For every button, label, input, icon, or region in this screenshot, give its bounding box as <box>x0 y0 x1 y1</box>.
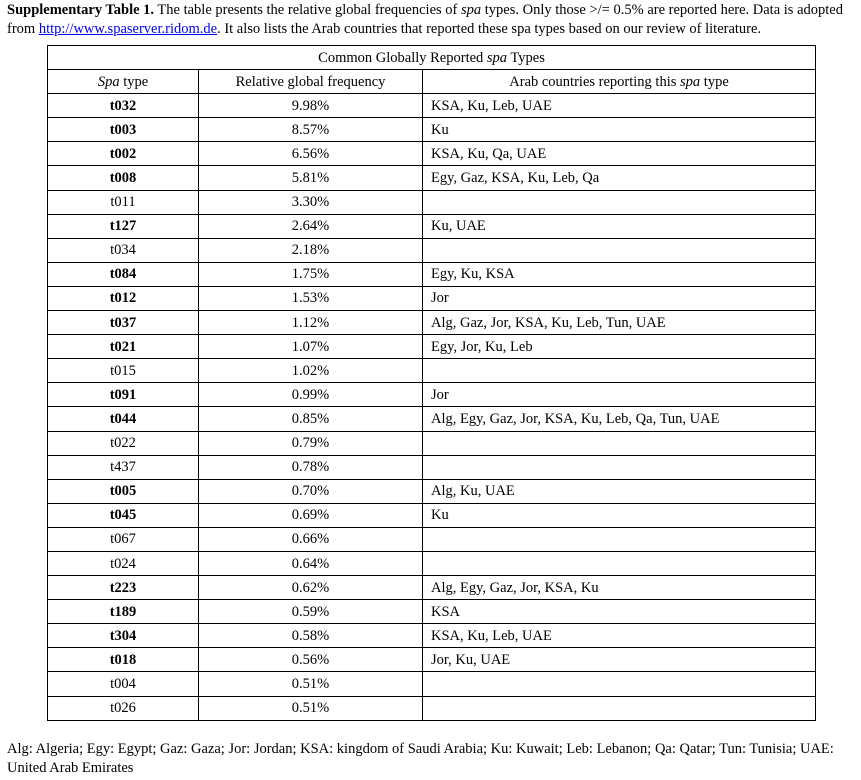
table-row <box>48 624 816 648</box>
table-row <box>48 311 816 335</box>
caption-spa-word: spa <box>460 2 482 18</box>
frequency-cell: 0.62% <box>199 576 423 600</box>
table-row <box>48 431 816 455</box>
caption-text-3: . It also lists the Arab countries that reported these spa types based on our review of literature. <box>217 21 762 37</box>
frequency-cell: 0.51% <box>199 696 423 720</box>
countries-cell: Egy, Gaz, KSA, Ku, Leb, Qa <box>423 166 816 190</box>
frequency-cell: 1.75% <box>199 262 423 286</box>
table-row <box>48 648 816 672</box>
countries-cell: Alg, Egy, Gaz, Jor, KSA, Ku <box>423 576 816 600</box>
countries-cell: KSA <box>423 600 816 624</box>
frequency-cell: 1.07% <box>199 335 423 359</box>
spa-type-cell: t015 <box>48 359 199 383</box>
spa-type-cell: t067 <box>48 527 199 551</box>
spa-type-cell: t044 <box>48 407 199 431</box>
frequency-cell: 0.59% <box>199 600 423 624</box>
table-title-row <box>48 46 816 70</box>
spa-type-cell: t437 <box>48 455 199 479</box>
table-row <box>48 600 816 624</box>
caption-text-2: types. Only those >/= 0.5% are reported here. Data is adopted from <box>7 2 843 37</box>
frequency-cell: 0.66% <box>199 527 423 551</box>
table-row <box>48 696 816 720</box>
spa-frequency-table <box>47 45 816 721</box>
frequency-cell: 1.02% <box>199 359 423 383</box>
header-relative-frequency: Relative global frequency <box>199 70 423 94</box>
frequency-cell: 0.64% <box>199 551 423 575</box>
table-row <box>48 335 816 359</box>
spa-type-cell: t189 <box>48 600 199 624</box>
spa-type-cell: t021 <box>48 335 199 359</box>
countries-cell <box>423 455 816 479</box>
frequency-cell: 0.70% <box>199 479 423 503</box>
countries-cell: Ku <box>423 118 816 142</box>
countries-cell <box>423 551 816 575</box>
countries-cell: Egy, Jor, Ku, Leb <box>423 335 816 359</box>
frequency-cell: 6.56% <box>199 142 423 166</box>
table-row <box>48 503 816 527</box>
countries-cell: KSA, Ku, Leb, UAE <box>423 94 816 118</box>
countries-cell: Ku <box>423 503 816 527</box>
table-row <box>48 359 816 383</box>
table-body <box>48 94 816 720</box>
spa-type-cell: t012 <box>48 286 199 310</box>
frequency-cell: 9.98% <box>199 94 423 118</box>
table-row <box>48 527 816 551</box>
frequency-cell: 0.78% <box>199 455 423 479</box>
spa-type-cell: t024 <box>48 551 199 575</box>
countries-cell <box>423 672 816 696</box>
countries-cell <box>423 238 816 262</box>
table-row <box>48 262 816 286</box>
frequency-cell: 0.69% <box>199 503 423 527</box>
table-row <box>48 94 816 118</box>
table-row <box>48 479 816 503</box>
frequency-cell: 3.30% <box>199 190 423 214</box>
countries-cell: Egy, Ku, KSA <box>423 262 816 286</box>
abbreviation-footnote: Alg: Algeria; Egy: Egypt; Gaz: Gaza; Jor: Jordan; KSA: kingdom of Saudi Arabia; Ku: Kuwait; Leb: Lebanon; Qa: Qatar; Tun: Tunisia; UAE: United Arab Emirates <box>7 741 834 776</box>
table-row <box>48 214 816 238</box>
spa-type-cell: t127 <box>48 214 199 238</box>
countries-cell: Jor, Ku, UAE <box>423 648 816 672</box>
spa-type-cell: t045 <box>48 503 199 527</box>
frequency-cell: 2.64% <box>199 214 423 238</box>
frequency-cell: 0.79% <box>199 431 423 455</box>
spa-type-cell: t091 <box>48 383 199 407</box>
frequency-cell: 0.99% <box>199 383 423 407</box>
header-spa-type: Spa type <box>48 70 199 94</box>
spa-type-cell: t008 <box>48 166 199 190</box>
spa-type-cell: t011 <box>48 190 199 214</box>
table-row <box>48 142 816 166</box>
spa-type-cell: t004 <box>48 672 199 696</box>
spa-type-cell: t034 <box>48 238 199 262</box>
frequency-cell: 1.53% <box>199 286 423 310</box>
spaserver-link[interactable]: http://www.spaserver.ridom.de <box>38 21 218 37</box>
table-row <box>48 238 816 262</box>
table-title: Common Globally Reported spa Types <box>48 46 816 70</box>
countries-cell: Ku, UAE <box>423 214 816 238</box>
table-header-row <box>48 70 816 94</box>
spa-type-cell: t037 <box>48 311 199 335</box>
table-row <box>48 383 816 407</box>
spa-type-cell: t223 <box>48 576 199 600</box>
countries-cell <box>423 527 816 551</box>
frequency-cell: 0.56% <box>199 648 423 672</box>
spa-type-cell: t026 <box>48 696 199 720</box>
table-row <box>48 576 816 600</box>
spa-type-cell: t003 <box>48 118 199 142</box>
spa-type-cell: t032 <box>48 94 199 118</box>
countries-cell: Alg, Gaz, Jor, KSA, Ku, Leb, Tun, UAE <box>423 311 816 335</box>
table-row <box>48 118 816 142</box>
spa-type-cell: t005 <box>48 479 199 503</box>
table-row <box>48 551 816 575</box>
table-row <box>48 407 816 431</box>
countries-cell: KSA, Ku, Qa, UAE <box>423 142 816 166</box>
header-arab-countries: Arab countries reporting this spa type <box>423 70 816 94</box>
frequency-cell: 2.18% <box>199 238 423 262</box>
frequency-cell: 0.85% <box>199 407 423 431</box>
spa-type-cell: t304 <box>48 624 199 648</box>
countries-cell: Alg, Ku, UAE <box>423 479 816 503</box>
countries-cell <box>423 431 816 455</box>
countries-cell <box>423 696 816 720</box>
frequency-cell: 0.51% <box>199 672 423 696</box>
countries-cell: Jor <box>423 286 816 310</box>
countries-cell: Jor <box>423 383 816 407</box>
table-caption <box>7 1 855 39</box>
caption-label: Supplementary Table 1. <box>7 2 155 18</box>
frequency-cell: 8.57% <box>199 118 423 142</box>
spa-type-cell: t022 <box>48 431 199 455</box>
countries-cell <box>423 359 816 383</box>
table-row <box>48 190 816 214</box>
spa-type-cell: t002 <box>48 142 199 166</box>
spa-type-cell: t084 <box>48 262 199 286</box>
spa-type-cell: t018 <box>48 648 199 672</box>
countries-cell <box>423 190 816 214</box>
frequency-cell: 5.81% <box>199 166 423 190</box>
frequency-cell: 0.58% <box>199 624 423 648</box>
countries-cell: Alg, Egy, Gaz, Jor, KSA, Ku, Leb, Qa, Tun, UAE <box>423 407 816 431</box>
table-row <box>48 672 816 696</box>
caption-text-1: The table presents the relative global frequencies of <box>154 2 461 18</box>
table-row <box>48 455 816 479</box>
frequency-cell: 1.12% <box>199 311 423 335</box>
countries-cell: KSA, Ku, Leb, UAE <box>423 624 816 648</box>
table-row <box>48 286 816 310</box>
table-row <box>48 166 816 190</box>
